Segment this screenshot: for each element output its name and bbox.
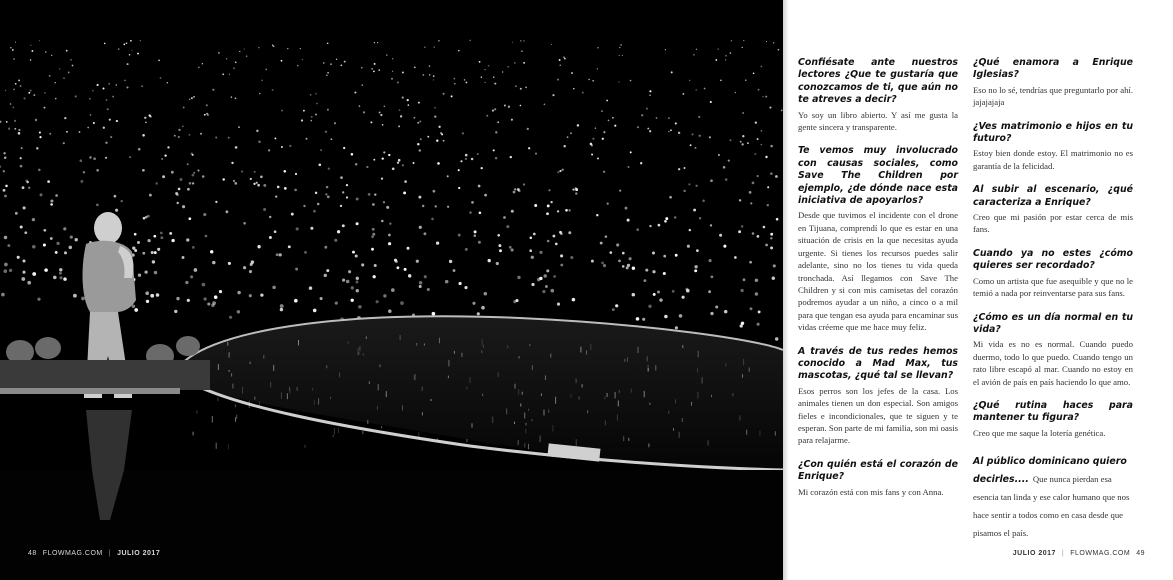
interview-question: ¿Qué enamora a Enrique Iglesias? <box>973 57 1133 81</box>
interview-answer: Como un artista que fue asequible y que no le temió a nada por reinventarse para sus fans. <box>973 275 1133 299</box>
qa-item <box>973 121 1133 173</box>
interview-question: A través de tus redes hemos conocido a Mad Max, tus mascotas, ¿qué tal se llevan? <box>798 345 958 382</box>
interview-question: Al subir al escenario, ¿qué caracteriza a Enrique? <box>973 184 1133 208</box>
qa-item <box>973 312 1133 388</box>
page-number-left: 48 <box>28 550 37 557</box>
interview-question: ¿Con quién está el corazón de Enrique? <box>798 458 958 483</box>
interview-question: ¿Ves matrimonio e hijos en tu futuro? <box>973 120 1133 145</box>
qa-item <box>973 248 1133 300</box>
qa-item <box>973 451 1133 541</box>
interview-answer: Estoy bien donde estoy. El matrimonio no es garantía de la felicidad. <box>973 148 1133 171</box>
interview-answer: Esos perros son los jefes de la casa. Los animales tienen un don especial. Son amigos fieles e incondicionales, que te siguen y te esperan. Son parte de mi familia, son mi oasis para relajarme. <box>798 385 958 446</box>
interview-answer: Mi corazón está con mis fans y con Anna. <box>798 486 944 497</box>
qa-item <box>973 184 1133 236</box>
interview-answer: Desde que tuvimos el incidente con el drone en Tijuana, comprendí lo que es estar en una situación de crisis en la que necesitas ayuda urgente. Si tienes los recursos puedes salir adelante, sino no los tienes tu vida queda tronchada. Así llegamos con Save The Children y si con mis camisetas del corazón podremos ayudar a un niño, a cinco o a mil para que tengan esa ayuda para encaminar sus vidas créeme que me hace muy feliz. <box>798 210 958 333</box>
interview-question: Cuando ya no estes ¿cómo quieres ser recordado? <box>973 247 1133 272</box>
qa-item <box>798 459 958 498</box>
text-column-right <box>973 57 1133 553</box>
qa-item <box>798 145 958 333</box>
interview-question: Te vemos muy involucrado con causas sociales, como Save The Children por ejemplo, ¿de dónde nace esta iniciativa de apoyarlos? <box>798 145 958 207</box>
qa-item <box>973 57 1133 109</box>
qa-item <box>798 57 958 133</box>
interview-page <box>783 0 1173 580</box>
interview-answer: Creo que mi pasión por estar cerca de mis fans. <box>973 212 1133 235</box>
interview-question: Al público dominicano quiero decirles.... <box>973 456 1127 486</box>
qa-item <box>798 346 958 447</box>
page-number-right: 49 <box>1136 550 1145 557</box>
interview-question: ¿Cómo es un día normal en tu vida? <box>973 311 1133 335</box>
interview-answer: Que nunca pierdan esa esencia tan linda y ese calor humano que nos hace sentir a todos como en casa desde que pisamos el país. <box>973 474 1130 539</box>
issue-month-right: JULIO 2017 <box>1012 550 1056 557</box>
qa-item <box>973 400 1133 439</box>
text-column-left <box>798 57 958 510</box>
interview-question: Confiésate ante nuestros lectores ¿Que te gustaría que conozcamos de ti, que aún no te atreves a decir? <box>798 57 958 106</box>
footer-left <box>28 550 160 557</box>
interview-answer: Yo soy un libro abierto. Y así me gusta la gente sincera y transparente. <box>798 109 958 133</box>
interview-answer: Creo que me saque la lotería genética. <box>973 427 1106 438</box>
interview-answer: Mi vida es no es normal. Cuando puedo duermo, todo lo que puedo. Cuando tengo un rato libre escapó al mar. Cuando no estoy en el avión de país en país haciendo lo que amo. <box>973 339 1133 387</box>
footer-separator: | <box>1061 550 1065 557</box>
site-name-right: FLOWMAG.COM <box>1070 550 1131 557</box>
interview-question: ¿Qué rutina haces para mantener tu figura? <box>973 399 1133 424</box>
issue-month-left: JULIO 2017 <box>117 550 161 557</box>
footer-separator: | <box>108 550 112 557</box>
interview-answer: Eso no lo sé, tendrías que preguntarlo por ahí. jajajajaja <box>973 84 1133 108</box>
footer-right <box>1013 550 1145 557</box>
site-name-left: FLOWMAG.COM <box>42 550 103 557</box>
